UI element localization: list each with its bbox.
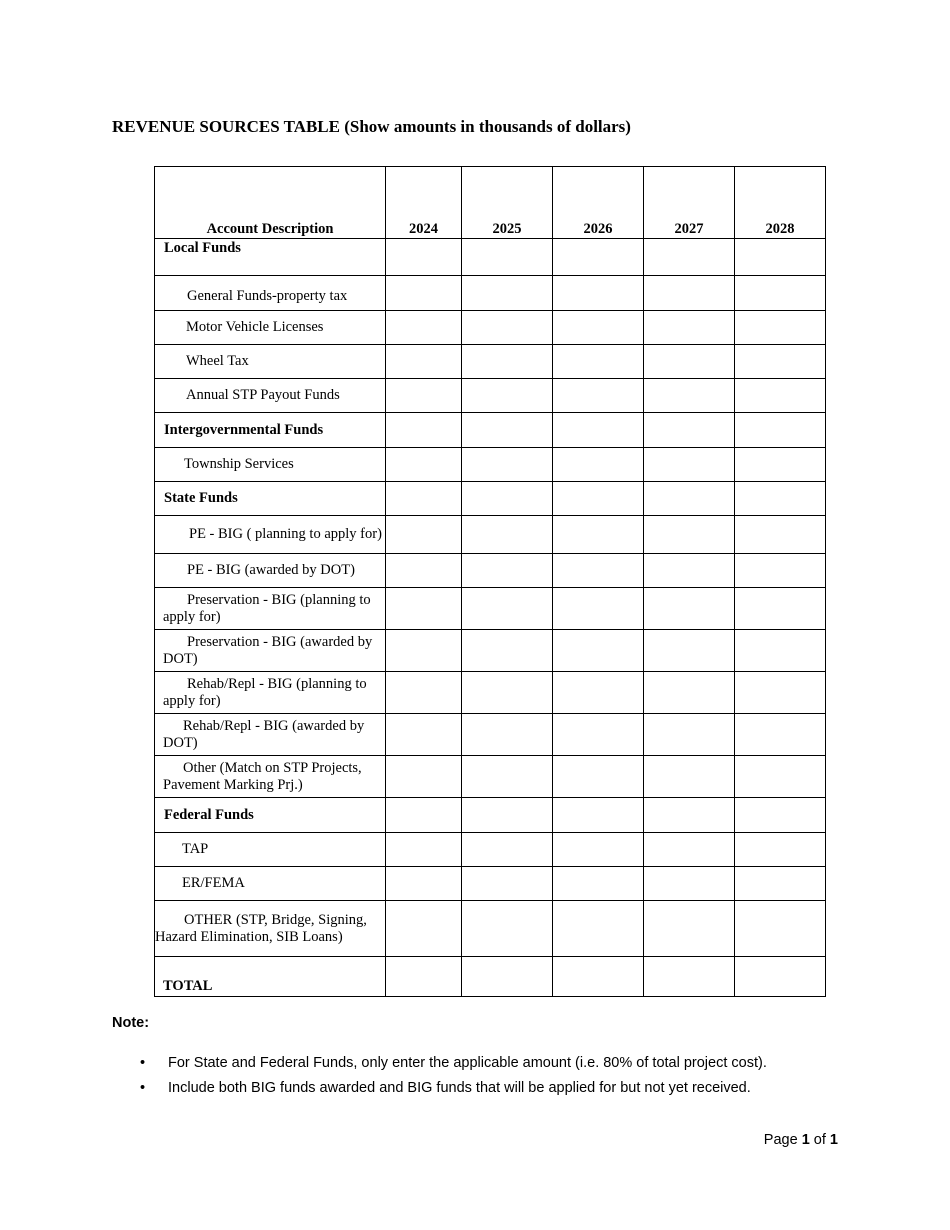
- amount-cell[interactable]: [644, 756, 735, 798]
- amount-cell[interactable]: [462, 588, 553, 630]
- row-label-rehab-awarded: Rehab/Repl - BIG (awarded by DOT): [155, 714, 386, 756]
- row-label-pe-big-planning: PE - BIG ( planning to apply for): [155, 516, 386, 554]
- page-title: REVENUE SOURCES TABLE (Show amounts in thousands of dollars): [112, 117, 631, 136]
- row-label-er-fema: ER/FEMA: [155, 867, 386, 901]
- row-label-annual-stp-payout: Annual STP Payout Funds: [155, 379, 386, 413]
- table-row-tap: [155, 833, 826, 867]
- amount-cell[interactable]: [644, 588, 735, 630]
- amount-cell[interactable]: [386, 957, 462, 997]
- row-label-wheel-tax: Wheel Tax: [155, 345, 386, 379]
- table-row-rehab-awarded: [155, 714, 826, 756]
- amount-cell[interactable]: [553, 379, 644, 413]
- amount-cell[interactable]: [644, 516, 735, 554]
- current-page: 1: [801, 1132, 810, 1148]
- row-label-total: TOTAL: [155, 957, 386, 997]
- amount-cell[interactable]: [735, 413, 826, 448]
- amount-cell[interactable]: [386, 239, 462, 276]
- bullet-icon: •: [140, 1055, 146, 1071]
- amount-cell[interactable]: [644, 413, 735, 448]
- amount-cell[interactable]: [644, 276, 735, 311]
- amount-cell[interactable]: [553, 867, 644, 901]
- amount-cell[interactable]: [735, 554, 826, 588]
- amount-cell[interactable]: [644, 311, 735, 345]
- amount-cell[interactable]: [386, 345, 462, 379]
- table-row-state-funds: [155, 482, 826, 516]
- total-pages: 1: [829, 1132, 838, 1148]
- row-label-pe-big-awarded: PE - BIG (awarded by DOT): [155, 554, 386, 588]
- table-row-township: [155, 448, 826, 482]
- amount-cell[interactable]: [386, 413, 462, 448]
- amount-cell[interactable]: [553, 756, 644, 798]
- page-of: of: [809, 1132, 830, 1148]
- table-row-preservation-planning: [155, 588, 826, 630]
- row-label-other-federal: OTHER (STP, Bridge, Signing, Hazard Elimination, SIB Loans): [155, 901, 386, 957]
- column-header-2027: 2027: [644, 167, 735, 239]
- amount-cell[interactable]: [386, 379, 462, 413]
- amount-cell[interactable]: [553, 239, 644, 276]
- amount-cell[interactable]: [386, 516, 462, 554]
- amount-cell[interactable]: [735, 630, 826, 672]
- section-label-federal-funds: Federal Funds: [155, 798, 386, 833]
- amount-cell[interactable]: [553, 833, 644, 867]
- note-item: [140, 1053, 767, 1078]
- table-row-pe-big-awarded: [155, 554, 826, 588]
- row-label-preservation-planning: Preservation - BIG (planning to apply for): [155, 588, 386, 630]
- amount-cell[interactable]: [735, 833, 826, 867]
- table-row-federal-funds: [155, 798, 826, 833]
- section-label-local-funds: Local Funds: [155, 239, 386, 276]
- amount-cell[interactable]: [553, 311, 644, 345]
- amount-cell[interactable]: [553, 588, 644, 630]
- amount-cell[interactable]: [462, 413, 553, 448]
- notes-list: [140, 1053, 767, 1103]
- amount-cell[interactable]: [386, 756, 462, 798]
- note-label: Note:: [112, 1015, 150, 1031]
- table-row-intergovernmental: [155, 413, 826, 448]
- amount-cell[interactable]: [553, 448, 644, 482]
- column-header-2024: 2024: [386, 167, 462, 239]
- amount-cell[interactable]: [462, 239, 553, 276]
- amount-cell[interactable]: [735, 714, 826, 756]
- section-label-intergovernmental-funds: Intergovernmental Funds: [155, 413, 386, 448]
- amount-cell[interactable]: [462, 833, 553, 867]
- amount-cell[interactable]: [735, 798, 826, 833]
- amount-cell[interactable]: [386, 311, 462, 345]
- amount-cell[interactable]: [644, 867, 735, 901]
- amount-cell[interactable]: [644, 379, 735, 413]
- amount-cell[interactable]: [462, 756, 553, 798]
- amount-cell[interactable]: [462, 379, 553, 413]
- note-item: [140, 1078, 767, 1103]
- amount-cell[interactable]: [462, 714, 553, 756]
- amount-cell[interactable]: [462, 867, 553, 901]
- amount-cell[interactable]: [386, 833, 462, 867]
- column-header-account-description: Account Description: [155, 167, 386, 239]
- table-row-total: [155, 957, 826, 997]
- amount-cell[interactable]: [735, 276, 826, 311]
- amount-cell[interactable]: [386, 554, 462, 588]
- amount-cell[interactable]: [386, 798, 462, 833]
- table-row-preservation-awarded: [155, 630, 826, 672]
- amount-cell[interactable]: [386, 276, 462, 311]
- amount-cell[interactable]: [386, 901, 462, 957]
- amount-cell[interactable]: [735, 588, 826, 630]
- amount-cell[interactable]: [553, 482, 644, 516]
- amount-cell[interactable]: [386, 630, 462, 672]
- amount-cell[interactable]: [735, 311, 826, 345]
- amount-cell[interactable]: [462, 798, 553, 833]
- amount-cell[interactable]: [553, 798, 644, 833]
- amount-cell[interactable]: [644, 554, 735, 588]
- column-header-2026: 2026: [553, 167, 644, 239]
- column-header-2028: 2028: [735, 167, 826, 239]
- amount-cell[interactable]: [735, 448, 826, 482]
- amount-cell[interactable]: [735, 957, 826, 997]
- amount-cell[interactable]: [462, 516, 553, 554]
- amount-cell[interactable]: [735, 482, 826, 516]
- table-row-er-fema: [155, 867, 826, 901]
- amount-cell[interactable]: [553, 957, 644, 997]
- amount-cell[interactable]: [735, 239, 826, 276]
- amount-cell[interactable]: [553, 276, 644, 311]
- amount-cell[interactable]: [386, 448, 462, 482]
- column-header-2025: 2025: [462, 167, 553, 239]
- amount-cell[interactable]: [735, 379, 826, 413]
- table-row-motor-vehicle: [155, 311, 826, 345]
- amount-cell[interactable]: [644, 672, 735, 714]
- amount-cell[interactable]: [735, 516, 826, 554]
- amount-cell[interactable]: [644, 345, 735, 379]
- amount-cell[interactable]: [386, 672, 462, 714]
- amount-cell[interactable]: [644, 714, 735, 756]
- table-row-rehab-planning: [155, 672, 826, 714]
- page-prefix: Page: [763, 1132, 802, 1148]
- table-row-local-funds: [155, 239, 826, 276]
- amount-cell[interactable]: [644, 798, 735, 833]
- table-row-wheel-tax: [155, 345, 826, 379]
- table-row-other-federal: [155, 901, 826, 957]
- amount-cell[interactable]: [735, 672, 826, 714]
- amount-cell[interactable]: [462, 482, 553, 516]
- bullet-icon: •: [140, 1080, 146, 1096]
- amount-cell[interactable]: [553, 413, 644, 448]
- amount-cell[interactable]: [644, 833, 735, 867]
- row-label-township-services: Township Services: [155, 448, 386, 482]
- amount-cell[interactable]: [553, 901, 644, 957]
- row-label-other-state: Other (Match on STP Projects, Pavement Marking Prj.): [155, 756, 386, 798]
- amount-cell[interactable]: [553, 630, 644, 672]
- amount-cell[interactable]: [462, 630, 553, 672]
- amount-cell[interactable]: [735, 901, 826, 957]
- amount-cell[interactable]: [553, 714, 644, 756]
- row-label-general-funds: General Funds-property tax: [155, 276, 386, 311]
- amount-cell[interactable]: [735, 756, 826, 798]
- amount-cell[interactable]: [553, 554, 644, 588]
- row-label-motor-vehicle-licenses: Motor Vehicle Licenses: [155, 311, 386, 345]
- amount-cell[interactable]: [644, 901, 735, 957]
- amount-cell[interactable]: [462, 554, 553, 588]
- note-item-text: Include both BIG funds awarded and BIG funds that will be applied for but not yet received.: [168, 1080, 751, 1096]
- amount-cell[interactable]: [386, 482, 462, 516]
- row-label-preservation-awarded: Preservation - BIG (awarded by DOT): [155, 630, 386, 672]
- page-number-footer: [764, 1132, 838, 1148]
- amount-cell[interactable]: [553, 672, 644, 714]
- amount-cell[interactable]: [644, 630, 735, 672]
- amount-cell[interactable]: [462, 448, 553, 482]
- table-row-other-state: [155, 756, 826, 798]
- table-row-pe-big-planning: [155, 516, 826, 554]
- amount-cell[interactable]: [735, 345, 826, 379]
- amount-cell[interactable]: [462, 345, 553, 379]
- row-label-tap: TAP: [155, 833, 386, 867]
- row-label-rehab-planning: Rehab/Repl - BIG (planning to apply for): [155, 672, 386, 714]
- amount-cell[interactable]: [462, 311, 553, 345]
- amount-cell[interactable]: [386, 867, 462, 901]
- section-label-state-funds: State Funds: [155, 482, 386, 516]
- amount-cell[interactable]: [735, 867, 826, 901]
- amount-cell[interactable]: [462, 276, 553, 311]
- note-item-text: For State and Federal Funds, only enter the applicable amount (i.e. 80% of total project cost).: [168, 1055, 767, 1071]
- table-header-row: [155, 167, 826, 239]
- amount-cell[interactable]: [644, 239, 735, 276]
- amount-cell[interactable]: [644, 957, 735, 997]
- amount-cell[interactable]: [386, 588, 462, 630]
- table-row-general-funds: [155, 276, 826, 311]
- table-row-annual-stp: [155, 379, 826, 413]
- amount-cell[interactable]: [553, 345, 644, 379]
- amount-cell[interactable]: [462, 901, 553, 957]
- amount-cell[interactable]: [553, 516, 644, 554]
- amount-cell[interactable]: [462, 957, 553, 997]
- amount-cell[interactable]: [644, 482, 735, 516]
- amount-cell[interactable]: [462, 672, 553, 714]
- amount-cell[interactable]: [386, 714, 462, 756]
- amount-cell[interactable]: [644, 448, 735, 482]
- revenue-sources-table: [154, 166, 826, 997]
